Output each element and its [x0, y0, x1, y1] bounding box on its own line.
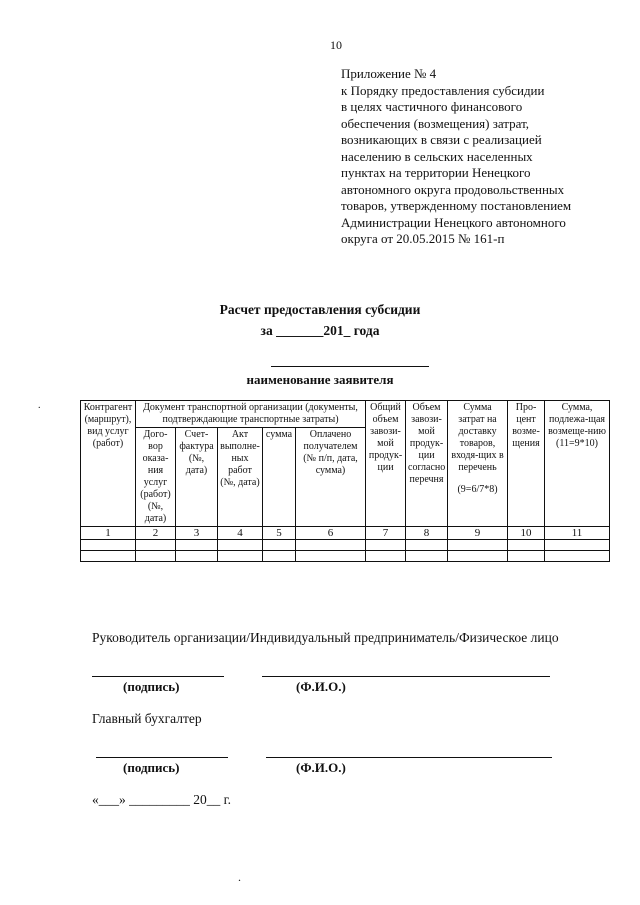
applicant-label: наименование заявителя [246, 372, 394, 387]
header-transport-document: Документ транспортной организации (документы, подтверждающие транспортные затраты) [136, 401, 366, 428]
head-signature-line [92, 676, 224, 677]
appendix-line: возникающих в связи с реализацией [341, 132, 542, 147]
appendix-line: пунктах на территории Ненецкого [341, 165, 531, 180]
column-number: 2 [136, 527, 176, 540]
chief-signature-label: (подпись) [123, 760, 180, 775]
head-signature-label: (подпись) [123, 679, 180, 694]
header-contractor: Контрагент (маршрут), вид услуг (работ) [81, 401, 136, 527]
column-number: 11 [545, 527, 610, 540]
column-number: 4 [218, 527, 263, 540]
header-invoice: Счет-фактура (№, дата) [176, 428, 218, 527]
column-number: 7 [366, 527, 406, 540]
head-signatory-title: Руководитель организации/Индивидуальный предприниматель/Физическое лицо [92, 630, 559, 645]
bottom-mark: . [238, 870, 241, 884]
head-name-label: (Ф.И.О.) [296, 679, 346, 694]
appendix-line: в целях частичного финансового [341, 99, 523, 114]
header-paid: Оплачено получателем (№ п/п, дата, сумма) [296, 428, 366, 527]
table-row [81, 551, 610, 562]
chief-name-line [266, 757, 552, 758]
head-name-line [262, 676, 550, 677]
column-number: 10 [508, 527, 545, 540]
page-number: 10 [330, 38, 342, 52]
header-refund-sum [545, 401, 610, 527]
header-refund-sum-formula: (11=9*10) [556, 438, 598, 449]
appendix-line: к Порядку предоставления субсидии [341, 82, 545, 98]
header-contract: Дого-вор оказа-ния услуг (работ) (№, дата) [136, 428, 176, 527]
margin-mark: . [38, 400, 41, 411]
column-number: 5 [263, 527, 296, 540]
chief-accountant-title: Главный бухгалтер [92, 711, 202, 726]
appendix-line: Приложение № 4 [341, 66, 437, 81]
chief-name-label: (Ф.И.О.) [296, 760, 346, 775]
appendix-line: товаров, утвержденному постановлением [341, 198, 572, 213]
header-act: Акт выполне-ных работ (№, дата) [218, 428, 263, 527]
appendix-line: Администрации Ненецкого автономного [341, 214, 566, 230]
header-volume-per-list: Объем завози-мой продук-ции согласно перечня [406, 401, 448, 527]
appendix-line: округа от 20.05.2015 № 161-п [341, 231, 505, 246]
header-percent: Про-цент возме-щения [508, 401, 545, 527]
date-line: «___» _________ 20__ г. [92, 792, 232, 807]
column-number: 1 [81, 527, 136, 540]
column-number: 8 [406, 527, 448, 540]
subsidy-table [80, 400, 610, 562]
column-number: 3 [176, 527, 218, 540]
header-sum: сумма [263, 428, 296, 527]
chief-signature-line [96, 757, 228, 758]
appendix-block [341, 66, 631, 248]
applicant-name-line [271, 366, 429, 367]
column-number: 9 [448, 527, 508, 540]
appendix-line: автономного округа продовольственных [341, 181, 565, 197]
document-title: Расчет предоставления субсидии [219, 302, 421, 317]
header-total-volume: Общий объем завози-мой продук-ции [366, 401, 406, 527]
appendix-line: обеспечения (возмещения) затрат, [341, 115, 530, 131]
appendix-line: населению в сельских населенных [341, 148, 533, 164]
header-refund-sum-text: Сумма, подлежа-щая возмеще-нию [548, 402, 606, 437]
header-delivery-cost-formula: (9=6/7*8) [457, 484, 498, 495]
header-delivery-cost-text: Сумма затрат на доставку товаров, входя-щих в перечень [451, 402, 504, 473]
table-row [81, 540, 610, 551]
column-number: 6 [296, 527, 366, 540]
reporting-period: за _______201_ года [260, 323, 380, 338]
header-delivery-cost [448, 401, 508, 527]
